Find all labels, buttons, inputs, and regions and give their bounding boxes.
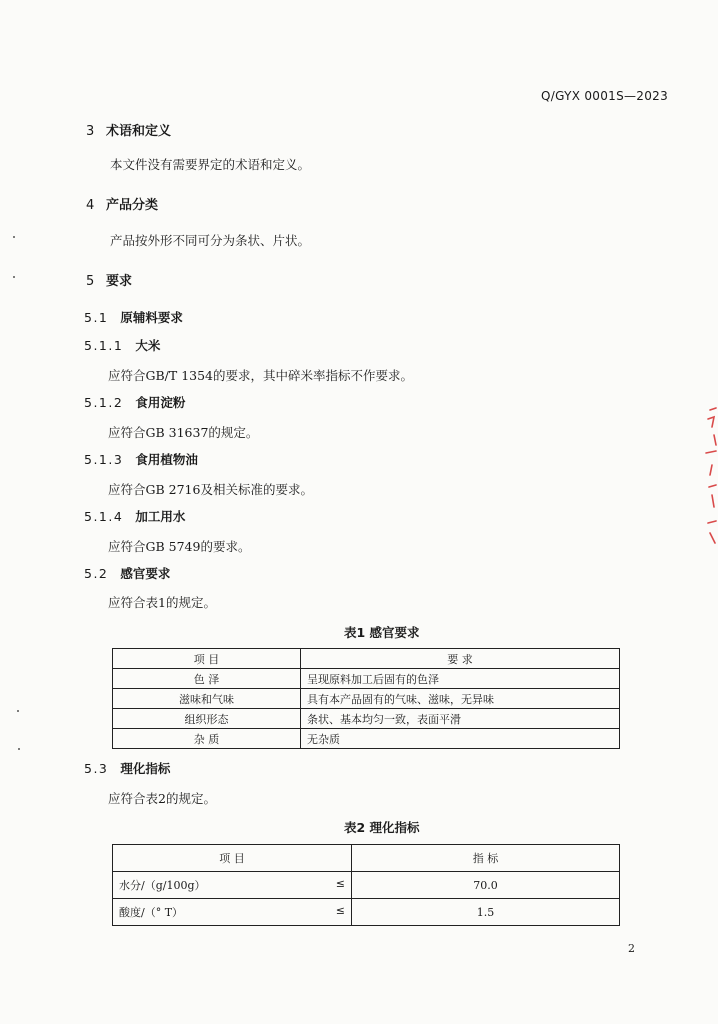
table-cell: 组织形态 bbox=[113, 709, 301, 729]
less-equal-symbol: ≤ bbox=[335, 877, 345, 890]
table-cell: 1.5 bbox=[352, 899, 620, 926]
table-cell: 杂 质 bbox=[113, 729, 301, 749]
section-number: 5.1.1 bbox=[84, 338, 124, 353]
section-4-heading bbox=[86, 194, 158, 213]
table-row bbox=[113, 729, 620, 749]
table-header-row bbox=[113, 845, 620, 872]
section-3-heading bbox=[86, 120, 171, 139]
table-header-row bbox=[113, 649, 620, 669]
table-1-caption: 表1 感官要求 bbox=[344, 625, 420, 640]
table-cell: 呈现原料加工后固有的色泽 bbox=[301, 669, 620, 689]
table-cell: 无杂质 bbox=[301, 729, 620, 749]
section-5-1-3-heading bbox=[84, 450, 198, 468]
table-row bbox=[113, 872, 620, 899]
table-cell bbox=[113, 872, 352, 899]
table-cell: 色 泽 bbox=[113, 669, 301, 689]
section-title: 食用淀粉 bbox=[135, 395, 186, 410]
table-row bbox=[113, 709, 620, 729]
section-5-2-text: 应符合表1的规定。 bbox=[108, 595, 216, 610]
section-title: 原辅料要求 bbox=[120, 310, 183, 325]
section-5-1-2-heading bbox=[84, 393, 185, 411]
table-row bbox=[113, 669, 620, 689]
section-5-1-3-text: 应符合GB 2716及相关标准的要求。 bbox=[108, 482, 313, 497]
table-header-cell: 项 目 bbox=[113, 649, 301, 669]
section-number: 5.1.3 bbox=[84, 452, 124, 467]
section-title: 产品分类 bbox=[106, 198, 159, 213]
section-5-1-1-text: 应符合GB/T 1354的要求，其中碎米率指标不作要求。 bbox=[108, 368, 414, 383]
section-title: 理化指标 bbox=[120, 761, 171, 776]
section-number: 5.1 bbox=[84, 310, 109, 325]
document-code: Q/GYX 0001S—2023 bbox=[541, 89, 669, 103]
section-number: 3 bbox=[86, 124, 95, 139]
section-title: 感官要求 bbox=[120, 566, 171, 581]
section-number: 5 bbox=[86, 274, 95, 289]
section-5-2-heading bbox=[84, 564, 170, 582]
section-5-1-2-text: 应符合GB 31637的规定。 bbox=[108, 425, 259, 440]
table-header-cell: 要 求 bbox=[301, 649, 620, 669]
section-title: 术语和定义 bbox=[106, 124, 172, 139]
section-number: 5.1.4 bbox=[84, 509, 124, 524]
official-seal-fragment bbox=[700, 405, 718, 555]
section-number: 5.1.2 bbox=[84, 395, 124, 410]
scan-speck bbox=[13, 276, 15, 278]
section-5-3-heading bbox=[84, 759, 170, 777]
sensory-requirements-table bbox=[112, 648, 620, 749]
table-cell: 滋味和气味 bbox=[113, 689, 301, 709]
section-title: 要求 bbox=[106, 274, 133, 289]
section-5-1-4-text: 应符合GB 5749的要求。 bbox=[108, 539, 251, 554]
section-5-3-text: 应符合表2的规定。 bbox=[108, 791, 216, 806]
section-5-1-heading bbox=[84, 308, 183, 326]
table-cell: 条状、基本均匀一致，表面平滑 bbox=[301, 709, 620, 729]
table-2-caption: 表2 理化指标 bbox=[344, 820, 420, 835]
section-title: 加工用水 bbox=[135, 509, 186, 524]
table-header-cell: 指 标 bbox=[352, 845, 620, 872]
section-title: 食用植物油 bbox=[135, 452, 198, 467]
section-3-text: 本文件没有需要界定的术语和定义。 bbox=[110, 157, 311, 172]
table-cell: 具有本产品固有的气味、滋味，无异味 bbox=[301, 689, 620, 709]
section-title: 大米 bbox=[135, 338, 161, 353]
section-4-text: 产品按外形不同可分为条状、片状。 bbox=[110, 233, 311, 248]
scan-speck bbox=[13, 236, 15, 238]
section-5-heading bbox=[86, 270, 132, 289]
table-cell bbox=[113, 899, 352, 926]
page-number: 2 bbox=[628, 942, 635, 955]
table-cell: 70.0 bbox=[352, 872, 620, 899]
item-label: 酸度/（° T） bbox=[119, 906, 184, 919]
scan-speck bbox=[17, 710, 19, 712]
section-5-1-1-heading bbox=[84, 336, 160, 354]
scan-speck bbox=[18, 748, 20, 750]
section-number: 5.3 bbox=[84, 761, 109, 776]
section-number: 4 bbox=[86, 198, 95, 213]
physicochemical-indicators-table bbox=[112, 844, 620, 926]
table-row bbox=[113, 689, 620, 709]
less-equal-symbol: ≤ bbox=[335, 904, 345, 917]
section-5-1-4-heading bbox=[84, 507, 185, 525]
table-header-cell: 项 目 bbox=[113, 845, 352, 872]
table-row bbox=[113, 899, 620, 926]
item-label: 水分/（g/100g） bbox=[119, 879, 206, 892]
section-number: 5.2 bbox=[84, 566, 109, 581]
